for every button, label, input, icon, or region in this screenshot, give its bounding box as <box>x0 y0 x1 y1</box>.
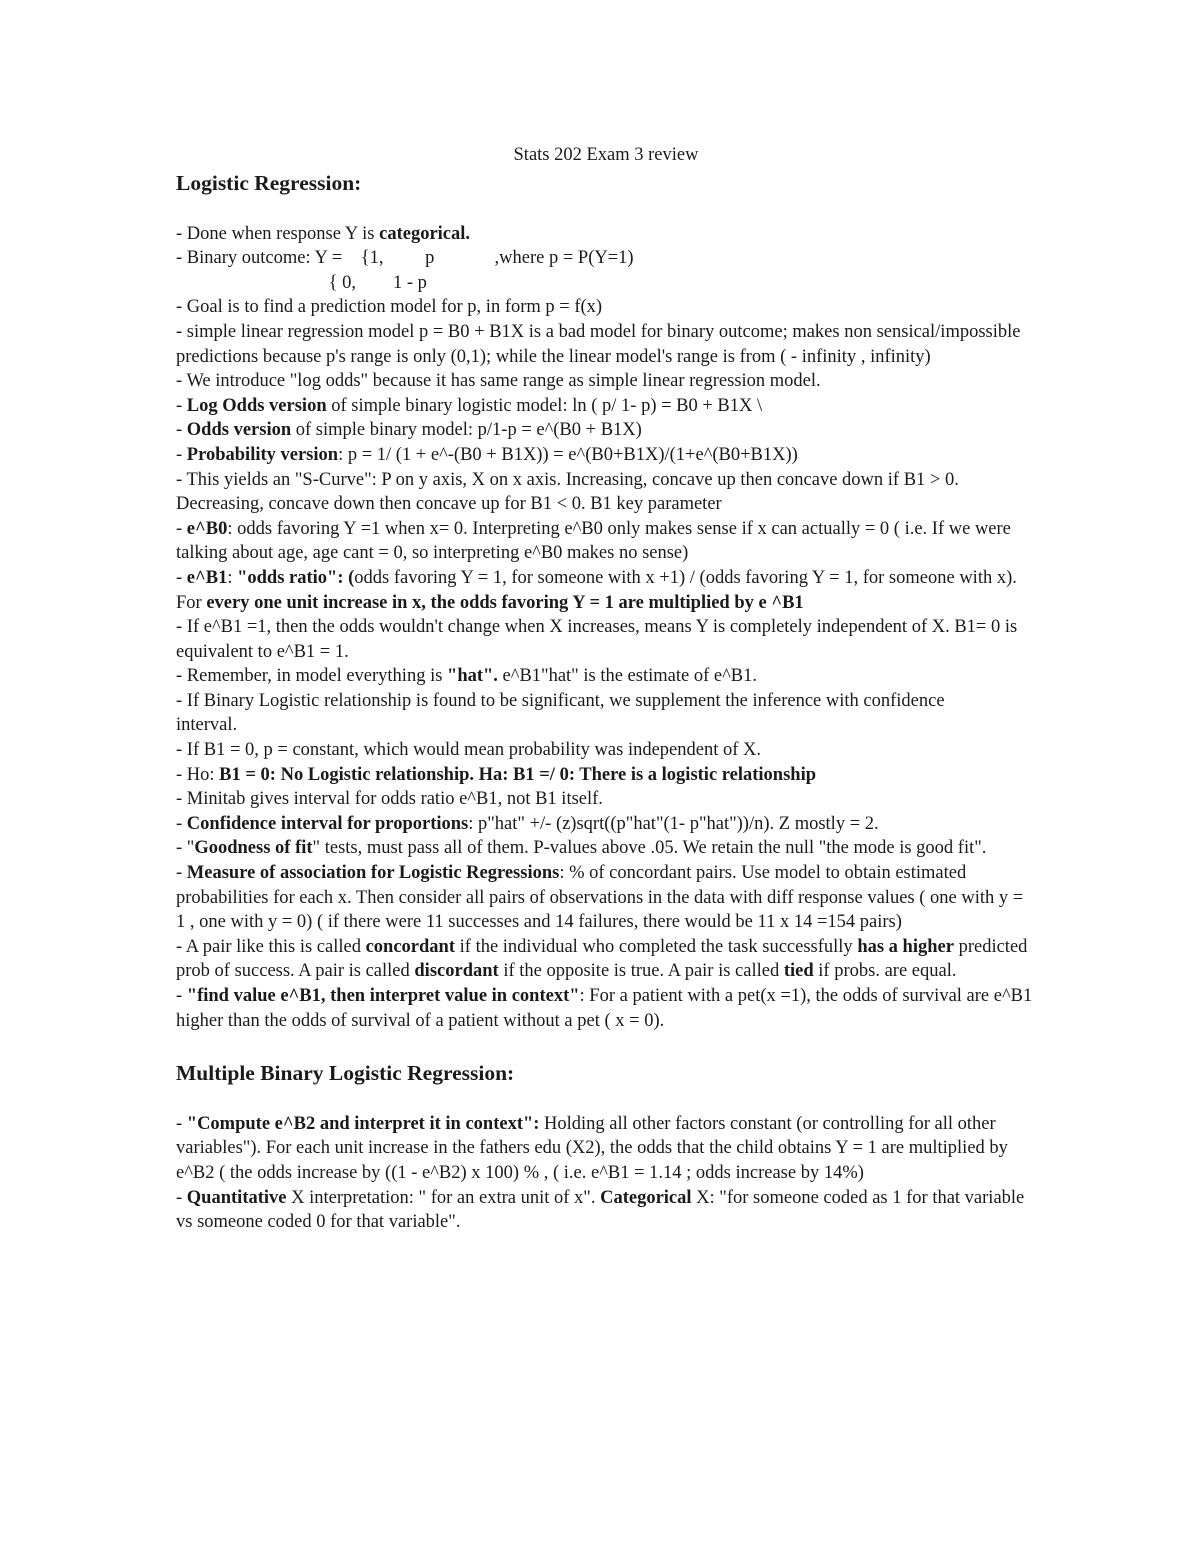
note-emphasis: concordant <box>365 936 456 957</box>
note-text: of simple binary model: p/1-p = e^(B0 + B1X) <box>291 420 642 441</box>
note-text: : odds favoring Y =1 when x= 0. Interpreting e^B0 only makes sense if x can actually = 0 ( i.e. If we were talking about age, age cant = 0, so interpreting e^B0 makes no sense) <box>176 518 1011 564</box>
note-text: - " <box>176 838 195 859</box>
note-text: - <box>176 986 187 1006</box>
note-binary-outcome-line1: - Binary outcome: Y = {1, p ,where p = P(Y=1) <box>176 248 634 269</box>
note-minitab: - Minitab gives interval for odds ratio e^B1, not B1 itself. <box>176 789 603 810</box>
note-compute-e-b2 <box>176 1112 1036 1186</box>
note-odds-version <box>176 418 1036 443</box>
note-ci-proportions <box>176 812 1036 837</box>
note-text: - <box>176 1187 187 1208</box>
note-emphasis: Goodness of fit <box>194 838 313 859</box>
note-e-b1-odds-ratio <box>176 566 1036 615</box>
note-confidence-interval-supplement-cont: interval. <box>176 715 238 736</box>
note-emphasis: discordant <box>414 961 499 982</box>
note-text: : p"hat" +/- (z)sqrt((p"hat"(1- p"hat"))/n). Z mostly = 2. <box>468 813 879 834</box>
note-emphasis: Odds version <box>186 420 292 441</box>
note-emphasis: "Compute e^B2 and interpret it in context": <box>186 1113 540 1134</box>
note-emphasis: "odds ratio": ( <box>237 567 355 588</box>
spacer <box>176 197 1036 222</box>
note-text: - Ho: <box>176 764 220 785</box>
note-text: : <box>227 567 238 588</box>
note-text: if probs. are equal. <box>813 961 957 982</box>
note-goal: - Goal is to find a prediction model for p, in form p = f(x) <box>176 297 603 318</box>
note-quantitative-vs-categorical <box>176 1186 1036 1235</box>
note-emphasis: B1 = 0: No Logistic relationship. Ha: B1 =/ 0: There is a logistic relationship <box>219 764 817 785</box>
note-concordant-pairs <box>176 935 1036 984</box>
note-text: - <box>176 444 187 465</box>
note-emphasis: Confidence interval for proportions <box>186 813 469 834</box>
note-emphasis: Quantitative <box>186 1187 287 1208</box>
note-emphasis: categorical. <box>379 223 471 244</box>
note-emphasis: e^B0 <box>186 518 228 539</box>
note-measure-of-association <box>176 861 1036 935</box>
note-text: " tests, must pass all of them. P-values above .05. We retain the null "the mode is good fit". <box>312 838 987 859</box>
note-text: : For a patient with a pet(x =1), the odds of survival are e^B1 higher than the odds of survival of a patient without a pet ( x = 0). <box>176 986 1033 1031</box>
note-text: - A pair like this is called <box>176 936 366 957</box>
spacer <box>176 1087 1036 1112</box>
note-text: predicted prob of success. A pair is called <box>176 936 1028 982</box>
note-emphasis: Log Odds version <box>186 395 327 416</box>
note-text: - <box>176 567 187 588</box>
note-text: - <box>176 863 187 884</box>
document-body <box>176 143 1036 1235</box>
note-probability-version <box>176 443 1036 468</box>
note-emphasis: Categorical <box>600 1187 692 1208</box>
note-text: Holding all other factors constant (or controlling for all other variables"). For each unit increase in the fathers edu (X2), the odds that the child obtains Y = 1 are multiplied by e^B2 ( the odds increase by ((1 - e^B2) x 100) % , ( i.e. e^B1 = 1.14 ; odds increase by 14%) <box>176 1113 1008 1183</box>
note-emphasis: "hat". <box>447 666 498 687</box>
note-log-odds-intro: - We introduce "log odds" because it has same range as simple linear regression model. <box>176 371 821 392</box>
note-categorical-response <box>176 222 1036 247</box>
note-emphasis: has a higher <box>857 936 954 957</box>
note-text: if the opposite is true. A pair is called <box>498 961 784 982</box>
note-text: - <box>176 395 187 416</box>
document-title: Stats 202 Exam 3 review <box>513 145 699 165</box>
note-emphasis: every one unit increase in x, the odds favoring Y = 1 are multiplied by e ^B1 <box>206 592 804 613</box>
note-binary-outcome-line2: { 0, 1 - p <box>176 272 427 293</box>
note-text: of simple binary logistic model: ln ( p/ 1- p) = B0 + B1X \ <box>326 395 763 416</box>
note-emphasis: Probability version <box>186 444 339 465</box>
note-goodness-of-fit <box>176 836 1036 861</box>
note-text: - <box>176 813 187 834</box>
note-hat <box>176 664 1036 689</box>
note-text: - Remember, in model everything is <box>176 666 448 687</box>
note-e-b1-equals-one: - If e^B1 =1, then the odds wouldn't change when X increases, means Y is completely independent of X. B1= 0 is equivalent to e^B1 = 1. <box>176 617 1018 662</box>
note-text: e^B1"hat" is the estimate of e^B1. <box>497 666 757 687</box>
section-heading-logistic-regression: Logistic Regression: <box>176 171 362 195</box>
note-hypotheses <box>176 763 1036 788</box>
note-e-b0 <box>176 517 1036 566</box>
note-slr-bad-model: - simple linear regression model p = B0 + B1X is a bad model for binary outcome; makes non sensical/impossible predictions because p's range is only (0,1); while the linear model's range is from ( - infinity , infinity) <box>176 321 1021 367</box>
note-emphasis: tied <box>783 961 814 982</box>
note-text: if the individual who completed the task successfully <box>455 936 858 957</box>
note-emphasis: "find value e^B1, then interpret value in context" <box>186 986 580 1006</box>
note-text: - Done when response Y is <box>176 223 380 244</box>
note-b1-zero: - If B1 = 0, p = constant, which would mean probability was independent of X. <box>176 740 761 761</box>
note-confidence-interval-supplement: - If Binary Logistic relationship is found to be significant, we supplement the inference with confidence <box>176 690 945 711</box>
note-log-odds-version <box>176 394 1036 419</box>
note-s-curve: - This yields an "S-Curve": P on y axis, X on x axis. Increasing, concave up then concave down if B1 > 0. Decreasing, concave down then concave up for B1 < 0. B1 key parameter <box>176 469 959 515</box>
note-text: : p = 1/ (1 + e^-(B0 + B1X)) = e^(B0+B1X)/(1+e^(B0+B1X)) <box>338 444 798 465</box>
note-text: - <box>176 420 187 441</box>
note-text: - <box>176 1113 187 1134</box>
note-text: - <box>176 518 187 539</box>
note-interpret-e-b1 <box>176 984 1036 1033</box>
note-emphasis: e^B1 <box>186 567 228 588</box>
note-text: X interpretation: " for an extra unit of x". <box>286 1187 601 1208</box>
section-heading-multiple-binary-logistic-regression: Multiple Binary Logistic Regression: <box>176 1061 515 1086</box>
note-emphasis: Measure of association for Logistic Regressions <box>186 863 560 884</box>
spacer <box>176 1033 1036 1059</box>
note-text: : % of concordant pairs. Use model to obtain estimated probabilities for each x. Then consider all pairs of observations in the data with diff response values ( one with y = 1 , one with y = 0) ( if there were 11 successes and 14 failures, there would be 11 x 14 =154 pairs) <box>176 863 1024 933</box>
note-text: odds favoring Y = 1, for someone with x +1) / (odds favoring Y = 1, for someone with x). For <box>176 567 1017 613</box>
note-text: X: "for someone coded as 1 for that variable vs someone coded 0 for that variable". <box>176 1187 1025 1233</box>
